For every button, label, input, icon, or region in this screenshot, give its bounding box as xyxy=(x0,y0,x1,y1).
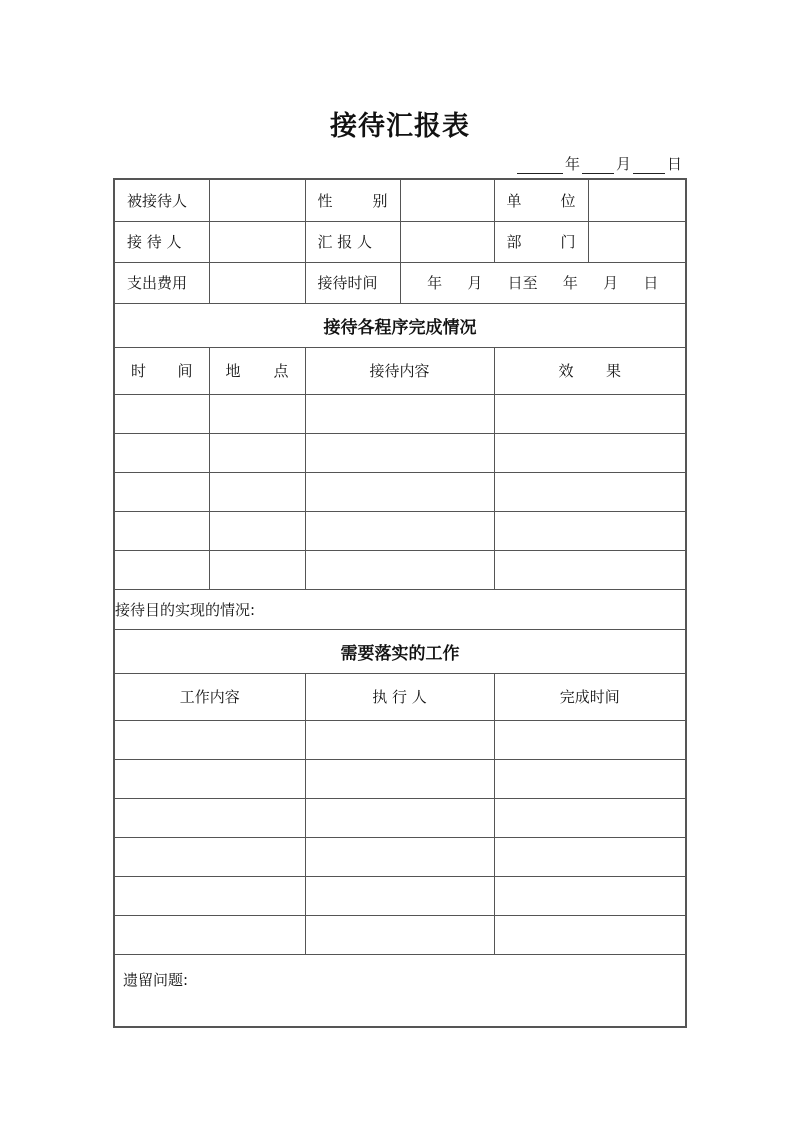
report-table xyxy=(113,178,687,1028)
dept-label xyxy=(494,221,588,262)
cell-done-time[interactable] xyxy=(494,876,686,915)
col-time-a: 时 xyxy=(131,362,147,380)
host-value[interactable] xyxy=(209,221,305,262)
day-unit: 日 xyxy=(667,155,683,173)
cell-content[interactable] xyxy=(305,433,494,472)
goal-row xyxy=(114,589,686,629)
section2-title-row xyxy=(114,629,686,673)
table-row xyxy=(114,550,686,589)
cell-executor[interactable] xyxy=(305,759,494,798)
goal-label[interactable]: 接待目的实现的情况: xyxy=(114,589,686,629)
cell-done-time[interactable] xyxy=(494,720,686,759)
unit-value[interactable] xyxy=(588,179,686,221)
cell-effect[interactable] xyxy=(494,433,686,472)
section1-title: 接待各程序完成情况 xyxy=(114,303,686,347)
table-row xyxy=(114,915,686,954)
section2-header-row xyxy=(114,673,686,720)
date-line xyxy=(517,153,684,174)
expense-value[interactable] xyxy=(209,262,305,303)
col-executor-header: 执 行 人 xyxy=(305,673,494,720)
cell-place[interactable] xyxy=(209,472,305,511)
cell-effect[interactable] xyxy=(494,394,686,433)
col-done-time-header: 完成时间 xyxy=(494,673,686,720)
cell-work[interactable] xyxy=(114,876,305,915)
month-unit: 月 xyxy=(616,155,632,173)
table-row xyxy=(114,394,686,433)
year-unit: 年 xyxy=(565,155,581,173)
reporter-label: 汇 报 人 xyxy=(305,221,400,262)
cell-executor[interactable] xyxy=(305,720,494,759)
col-content-header: 接待内容 xyxy=(305,347,494,394)
table-row xyxy=(114,837,686,876)
guest-value[interactable] xyxy=(209,179,305,221)
cell-executor[interactable] xyxy=(305,915,494,954)
guest-label: 被接待人 xyxy=(114,179,209,221)
cell-work[interactable] xyxy=(114,915,305,954)
issues-label[interactable]: 遗留问题: xyxy=(114,954,686,1027)
cell-executor[interactable] xyxy=(305,876,494,915)
reporter-value[interactable] xyxy=(400,221,494,262)
col-work-header: 工作内容 xyxy=(114,673,305,720)
cell-work[interactable] xyxy=(114,759,305,798)
dept-value[interactable] xyxy=(588,221,686,262)
year-blank[interactable] xyxy=(517,157,563,174)
section1-header-row xyxy=(114,347,686,394)
cell-effect[interactable] xyxy=(494,472,686,511)
cell-done-time[interactable] xyxy=(494,915,686,954)
time-range-month-1: 月 xyxy=(467,274,483,292)
col-place-b: 点 xyxy=(273,362,289,380)
host-label: 接 待 人 xyxy=(114,221,209,262)
info-row-host xyxy=(114,221,686,262)
cell-executor[interactable] xyxy=(305,837,494,876)
col-effect-b: 果 xyxy=(605,362,621,380)
table-row xyxy=(114,759,686,798)
cell-done-time[interactable] xyxy=(494,798,686,837)
cell-place[interactable] xyxy=(209,511,305,550)
time-range-month-2: 月 xyxy=(603,274,619,292)
month-blank[interactable] xyxy=(582,157,614,174)
time-range-day-to: 日至 xyxy=(507,274,538,292)
cell-place[interactable] xyxy=(209,550,305,589)
info-row-guest xyxy=(114,179,686,221)
cell-content[interactable] xyxy=(305,511,494,550)
unit-label-b: 位 xyxy=(560,191,576,210)
table-row xyxy=(114,720,686,759)
time-range-year-1: 年 xyxy=(427,274,443,292)
cell-content[interactable] xyxy=(305,394,494,433)
time-range-year-2: 年 xyxy=(562,274,578,292)
cell-place[interactable] xyxy=(209,394,305,433)
cell-time[interactable] xyxy=(114,511,209,550)
col-time-header xyxy=(114,347,209,394)
unit-label xyxy=(494,179,588,221)
cell-work[interactable] xyxy=(114,798,305,837)
cell-executor[interactable] xyxy=(305,798,494,837)
unit-label-a: 单 xyxy=(506,191,522,210)
gender-label-a: 性 xyxy=(317,191,333,210)
cell-effect[interactable] xyxy=(494,550,686,589)
dept-label-b: 门 xyxy=(560,233,576,251)
col-time-b: 间 xyxy=(177,362,193,380)
table-row xyxy=(114,511,686,550)
cell-time[interactable] xyxy=(114,550,209,589)
col-effect-a: 效 xyxy=(558,362,574,380)
gender-label xyxy=(305,179,400,221)
table-row xyxy=(114,472,686,511)
issues-row xyxy=(114,954,686,1027)
time-range-day-2: 日 xyxy=(643,274,659,292)
cell-place[interactable] xyxy=(209,433,305,472)
table-row xyxy=(114,433,686,472)
expense-label: 支出费用 xyxy=(114,262,209,303)
cell-effect[interactable] xyxy=(494,511,686,550)
cell-done-time[interactable] xyxy=(494,837,686,876)
cell-time[interactable] xyxy=(114,433,209,472)
cell-content[interactable] xyxy=(305,472,494,511)
form-title: 接待汇报表 xyxy=(330,111,470,142)
day-blank[interactable] xyxy=(633,157,665,174)
col-place-a: 地 xyxy=(225,362,241,380)
col-place-header xyxy=(209,347,305,394)
time-range-value[interactable] xyxy=(400,262,686,303)
table-row xyxy=(114,798,686,837)
table-row xyxy=(114,876,686,915)
dept-label-a: 部 xyxy=(506,233,522,251)
section2-title: 需要落实的工作 xyxy=(114,629,686,673)
cell-time[interactable] xyxy=(114,394,209,433)
info-row-expense xyxy=(114,262,686,303)
cell-work[interactable] xyxy=(114,837,305,876)
cell-time[interactable] xyxy=(114,472,209,511)
col-effect-header xyxy=(494,347,686,394)
gender-value[interactable] xyxy=(400,179,494,221)
gender-label-b: 别 xyxy=(372,191,388,210)
cell-done-time[interactable] xyxy=(494,759,686,798)
cell-work[interactable] xyxy=(114,720,305,759)
cell-content[interactable] xyxy=(305,550,494,589)
time-label: 接待时间 xyxy=(305,262,400,303)
section1-title-row xyxy=(114,303,686,347)
